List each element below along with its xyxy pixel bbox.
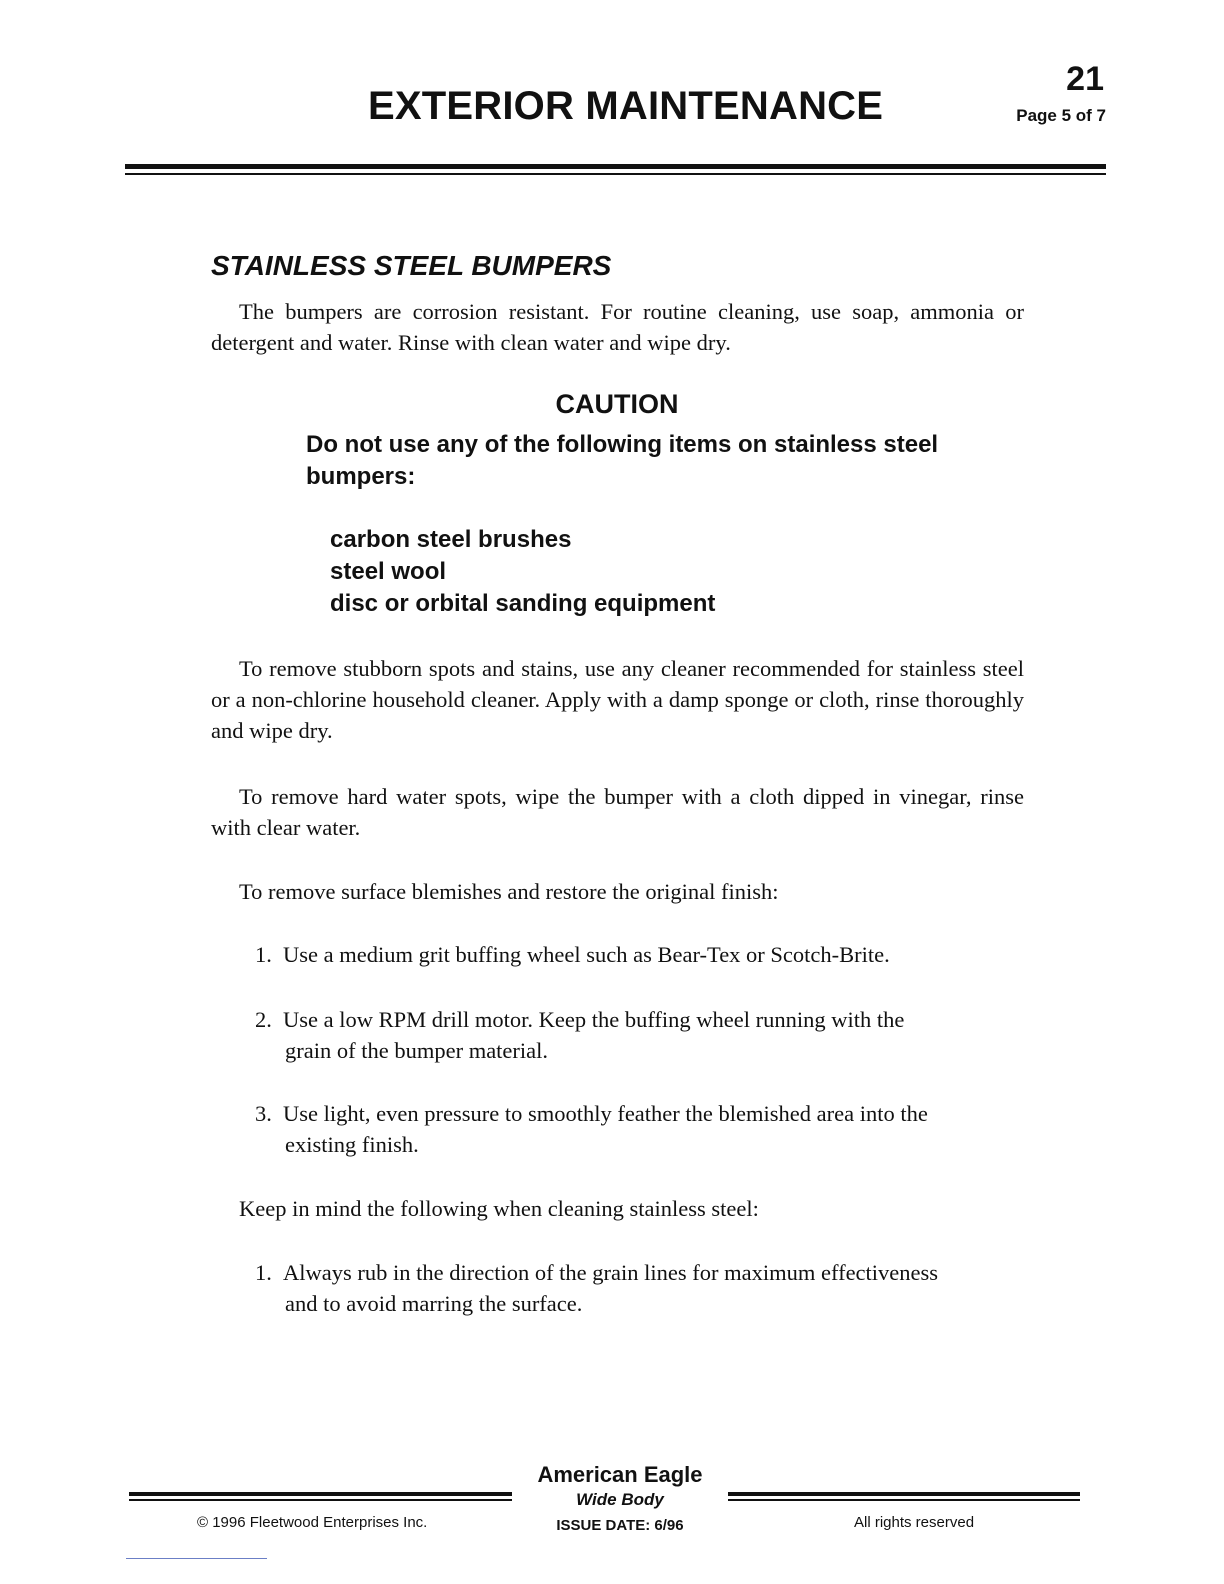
blemishes-intro-paragraph bbox=[211, 876, 1024, 907]
header-rule bbox=[125, 164, 1106, 175]
page-number: 21 bbox=[1066, 60, 1104, 98]
step-number: 3. bbox=[255, 1101, 272, 1126]
step-number: 2. bbox=[255, 1007, 272, 1032]
blemishes-intro-text: To remove surface blemishes and restore the original finish: bbox=[239, 879, 779, 904]
step-text: Use light, even pressure to smoothly feather the blemished area into the bbox=[283, 1101, 928, 1126]
footer-copyright: © 1996 Fleetwood Enterprises Inc. bbox=[197, 1514, 428, 1531]
hard-water-paragraph bbox=[211, 781, 1024, 843]
chapter-title: EXTERIOR MAINTENANCE bbox=[368, 84, 884, 128]
step-text: Always rub in the direction of the grain lines for maximum effectiveness bbox=[283, 1260, 939, 1285]
step-text-continued: grain of the bumper material. bbox=[285, 1038, 549, 1063]
step-text-continued: existing finish. bbox=[285, 1132, 419, 1157]
footer-rights: All rights reserved bbox=[854, 1514, 975, 1531]
step-text: Use a low RPM drill motor. Keep the buffing wheel running with the bbox=[283, 1007, 905, 1032]
intro-paragraph bbox=[211, 296, 1024, 358]
caution-list bbox=[330, 524, 715, 620]
caution-text: Do not use any of the following items on stainless steel bumpers: bbox=[306, 431, 939, 490]
footer-product-name: American Eagle bbox=[537, 1462, 703, 1487]
caution-item-steel-wool: steel wool bbox=[330, 558, 447, 585]
stubborn-spots-text: To remove stubborn spots and stains, use any cleaner recommended for stainless steel or a non-chlorine household cleaner. Apply with a damp sponge or cloth, rinse thoroughly and wipe dry. bbox=[211, 656, 1024, 743]
step-number: 1. bbox=[255, 1260, 272, 1285]
step-text-continued: and to avoid marring the surface. bbox=[285, 1291, 583, 1316]
intro-text: The bumpers are corrosion resistant. For routine cleaning, use soap, ammonia or detergent and water. Rinse with clean water and wipe dry. bbox=[211, 299, 1024, 355]
footer-product-subtitle: Wide Body bbox=[576, 1490, 664, 1509]
footer-rule-left bbox=[129, 1492, 512, 1501]
caution-item-carbon-steel-brushes: carbon steel brushes bbox=[330, 526, 572, 553]
blemish-step bbox=[255, 1004, 1025, 1066]
caution-item-sanding-equipment: disc or orbital sanding equipment bbox=[330, 590, 716, 617]
bottom-edge-mark bbox=[126, 1558, 267, 1559]
blemish-step bbox=[255, 1098, 1025, 1160]
hard-water-text: To remove hard water spots, wipe the bumper with a cloth dipped in vinegar, rinse with clear water. bbox=[211, 784, 1024, 840]
stubborn-spots-paragraph bbox=[211, 653, 1024, 746]
blemish-step bbox=[255, 939, 1025, 970]
keep-in-mind-step bbox=[255, 1257, 1025, 1319]
footer-issue-date: ISSUE DATE: 6/96 bbox=[556, 1517, 684, 1534]
section-title: STAINLESS STEEL BUMPERS bbox=[211, 250, 612, 281]
footer-rule-right bbox=[728, 1492, 1080, 1501]
page-of-indicator: Page 5 of 7 bbox=[1016, 106, 1106, 125]
caution-heading: CAUTION bbox=[555, 389, 679, 419]
keep-in-mind-paragraph bbox=[211, 1193, 1024, 1224]
keep-in-mind-text: Keep in mind the following when cleaning stainless steel: bbox=[239, 1196, 759, 1221]
step-text: Use a medium grit buffing wheel such as Bear-Tex or Scotch-Brite. bbox=[283, 942, 890, 967]
step-number: 1. bbox=[255, 942, 272, 967]
